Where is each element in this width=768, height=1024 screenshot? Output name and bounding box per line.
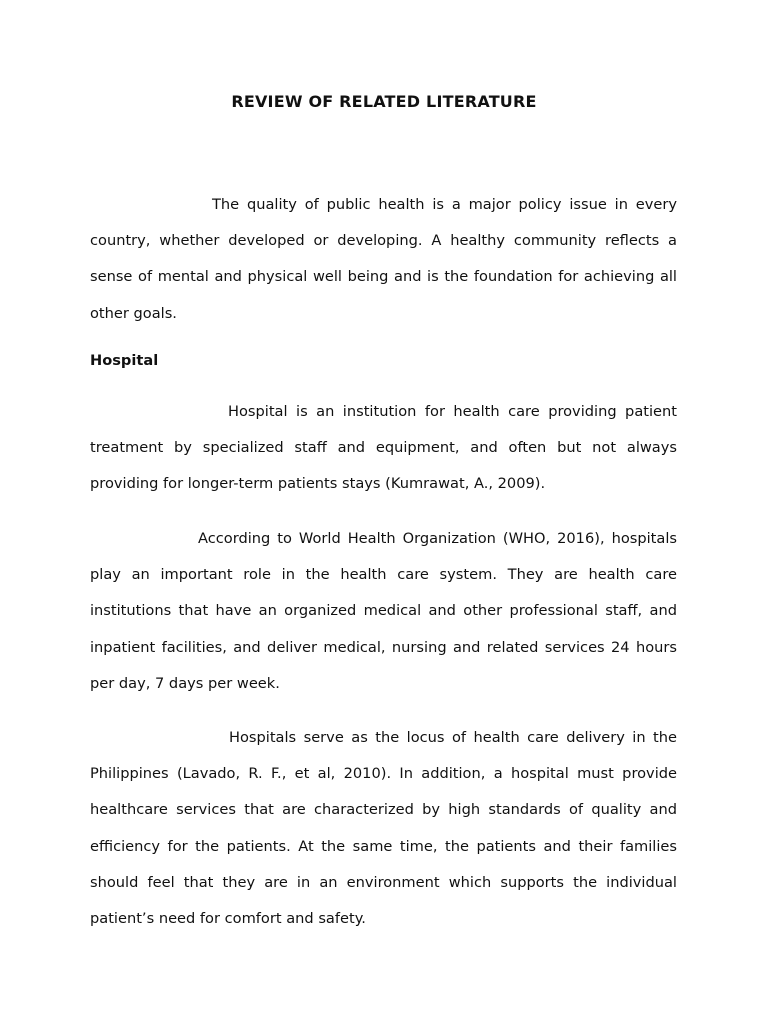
body-paragraph: Hospital is an institution for health care providing patient treatment by specialized staff and equipment, and often but not always providing for longer-term patients stays (Kumrawat, A., 2009). bbox=[90, 403, 677, 493]
body-paragraph: According to World Health Organization (WHO, 2016), hospitals play an important role in the health care system. They are health care institutions that have an organized medical and other professional staff, and inpatient facilities, and deliver medical, nursing and related services 24 hours per day, 7 days per week. bbox=[90, 530, 677, 692]
document-title: REVIEW OF RELATED LITERATURE bbox=[231, 92, 537, 111]
body-paragraph: Hospitals serve as the locus of health care delivery in the Philippines (Lavado, R. F., et al, 2010). In addition, a hospital must provide healthcare services that are characterized by high standards of quality and efficiency for the patients. At the same time, the patients and their families should feel that they are in an environment which supports the individual patient’s need for comfort and safety. bbox=[90, 729, 677, 928]
intro-paragraph: The quality of public health is a major policy issue in every country, whether developed or developing. A healthy community reflects a sense of mental and physical well being and is the foundation for achieving all other goals. bbox=[90, 196, 677, 322]
section-heading: Hospital bbox=[90, 352, 159, 369]
